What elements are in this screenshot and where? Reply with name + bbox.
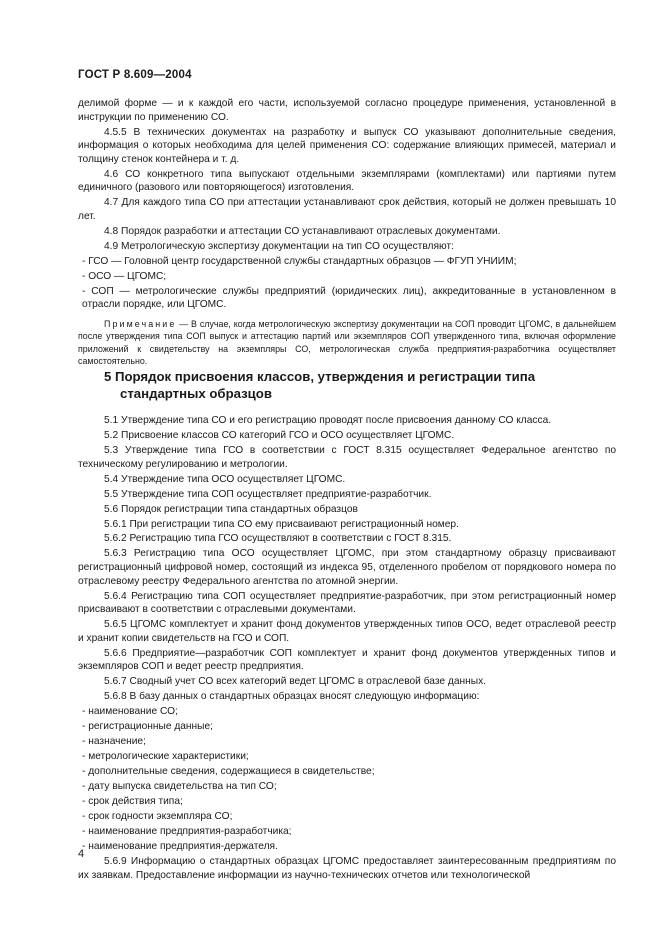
paragraph-5-6: 5.6 Порядок регистрации типа стандартных образцов [104, 503, 358, 515]
note-text: — В случае, когда метрологическую экспертизу документации на СОП проводит ЦГОМС, в дальнейшем после утверждения типа СОП выпуск и аттестацию партий или экземпляров СОП утвержденного типа, включая оформление приложений к свидетельству на экземпляры СО, метрологическая служба предприятия-разработчика осуществляет самостоятельно. [78, 319, 616, 367]
paragraph-5-2: 5.2 Присвоение классов СО категорий ГСО и ОСО осуществляет ЦГОМС. [104, 429, 455, 441]
list-item: - дату выпуска свидетельства на тип СО; [82, 781, 277, 793]
list-item: - регистрационные данные; [82, 721, 213, 733]
paragraph-4-8: 4.8 Порядок разработки и аттестации СО устанавливают отраслевых документами. [104, 225, 501, 237]
list-item: - срок годности экземпляра СО; [82, 811, 233, 823]
paragraph-5-5: 5.5 Утверждение типа СОП осуществляет предприятие-разработчик. [104, 488, 432, 500]
list-item: - наименование предприятия-держателя. [82, 841, 278, 853]
section-heading-line1: 5 Порядок присвоения классов, утверждения и регистрации типа [104, 369, 536, 384]
page-number: 4 [78, 848, 85, 860]
list-item: - срок действия типа; [82, 796, 183, 808]
paragraph-4-5-5: 4.5.5 В технических документах на разработку и выпуск СО указывают дополнительные сведения, информация о которых необходима для целей применения СО: содержание влияющих примесей, материал и толщину стенок контейнера и т. д. [78, 126, 616, 165]
list-item-gso: - ГСО — Головной центр государственной службы стандартных образцов — ФГУП УНИИМ; [82, 255, 517, 267]
list-item-sop: - СОП — метрологические службы предприятий (юридических лиц), аккредитованные в установленном в отрасли порядке, или ЦГОМС. [82, 285, 616, 311]
section-5-body [78, 414, 616, 884]
paragraph-5-6-6: 5.6.6 Предприятие—разработчик СОП комплектует и хранит фонд документов утвержденных типов и экземпляров СОП и ведет реестр предприятия. [78, 647, 616, 673]
paragraph-4-9: 4.9 Метрологическую экспертизу документации на тип СО осуществляют: [104, 240, 454, 252]
paragraph-5-6-9: 5.6.9 Информацию о стандартных образцах ЦГОМС предоставляет заинтересованным предприятиям по их заявкам. Предоставление информации из научно-технических отчетов или технологической [78, 856, 616, 881]
section-heading-line2: стандартных образцов [120, 385, 272, 401]
paragraph-5-3: 5.3 Утверждение типа ГСО в соответствии с ГОСТ 8.315 осуществляет Федеральное агентство по техническому регулированию и метрологии. [78, 444, 616, 470]
paragraph-continuation: делимой форме — и к каждой его части, используемой согласно процедуре применения, установленной в инструкции по применению СО. [78, 98, 616, 123]
section-5-heading [104, 369, 574, 403]
list-item: - назначение; [82, 736, 146, 748]
paragraph-5-6-5: 5.6.5 ЦГОМС комплектует и хранит фонд документов утвержденных типов ОСО, ведет отраслевой реестр и хранит копии свидетельств на ГСО и СОП. [78, 619, 616, 644]
list-item: - дополнительные сведения, содержащиеся в свидетельстве; [82, 766, 375, 778]
paragraph-5-6-1: 5.6.1 При регистрации типа СО ему присваивают регистрационный номер. [104, 518, 459, 530]
note-label: Примечание [104, 319, 177, 330]
paragraph-4-7: 4.7 Для каждого типа СО при аттестации устанавливают срок действия, который не должен превышать 10 лет. [78, 197, 616, 222]
paragraph-5-6-7: 5.6.7 Сводный учет СО всех категорий ведет ЦГОМС в отраслевой базе данных. [104, 676, 487, 688]
list-item-oso: - ОСО — ЦГОМС; [82, 270, 167, 282]
paragraph-5-6-3: 5.6.3 Регистрацию типа ОСО осуществляет ЦГОМС, при этом стандартному образцу присваивают регистрационный цифровой номер, состоящий из индекса 95, отделенного пробелом от порядкового номера по отраслевому реестру Федерального агентства по атомной энергии. [78, 548, 616, 587]
paragraph-5-6-2: 5.6.2 Регистрацию типа ГСО осуществляют в соответствии с ГОСТ 8.315. [104, 533, 452, 545]
list-item: - наименование СО; [82, 706, 178, 718]
top-text-block [78, 97, 616, 368]
paragraph-5-4: 5.4 Утверждение типа ОСО осуществляет ЦГОМС. [104, 473, 346, 485]
note [78, 318, 616, 368]
paragraph-5-6-8: 5.6.8 В базу данных о стандартных образцах вносят следующую информацию: [104, 691, 480, 703]
paragraph-5-6-4: 5.6.4 Регистрацию типа СОП осуществляет предприятие-разработчик, при этом регистрационный номер присваивают в соответствии с отраслевыми документами. [78, 590, 616, 616]
paragraph-4-6: 4.6 СО конкретного типа выпускают отдельными экземплярами (комплектами) или партиями путем единичного (разового или повторяющегося) изготовления. [78, 168, 616, 194]
document-header: ГОСТ Р 8.609—2004 [78, 69, 192, 81]
list-item: - метрологические характеристики; [82, 751, 249, 763]
list-item: - наименование предприятия-разработчика; [82, 826, 292, 838]
paragraph-5-1: 5.1 Утверждение типа СО и его регистрацию проводят после присвоения данному СО класса. [104, 415, 552, 426]
